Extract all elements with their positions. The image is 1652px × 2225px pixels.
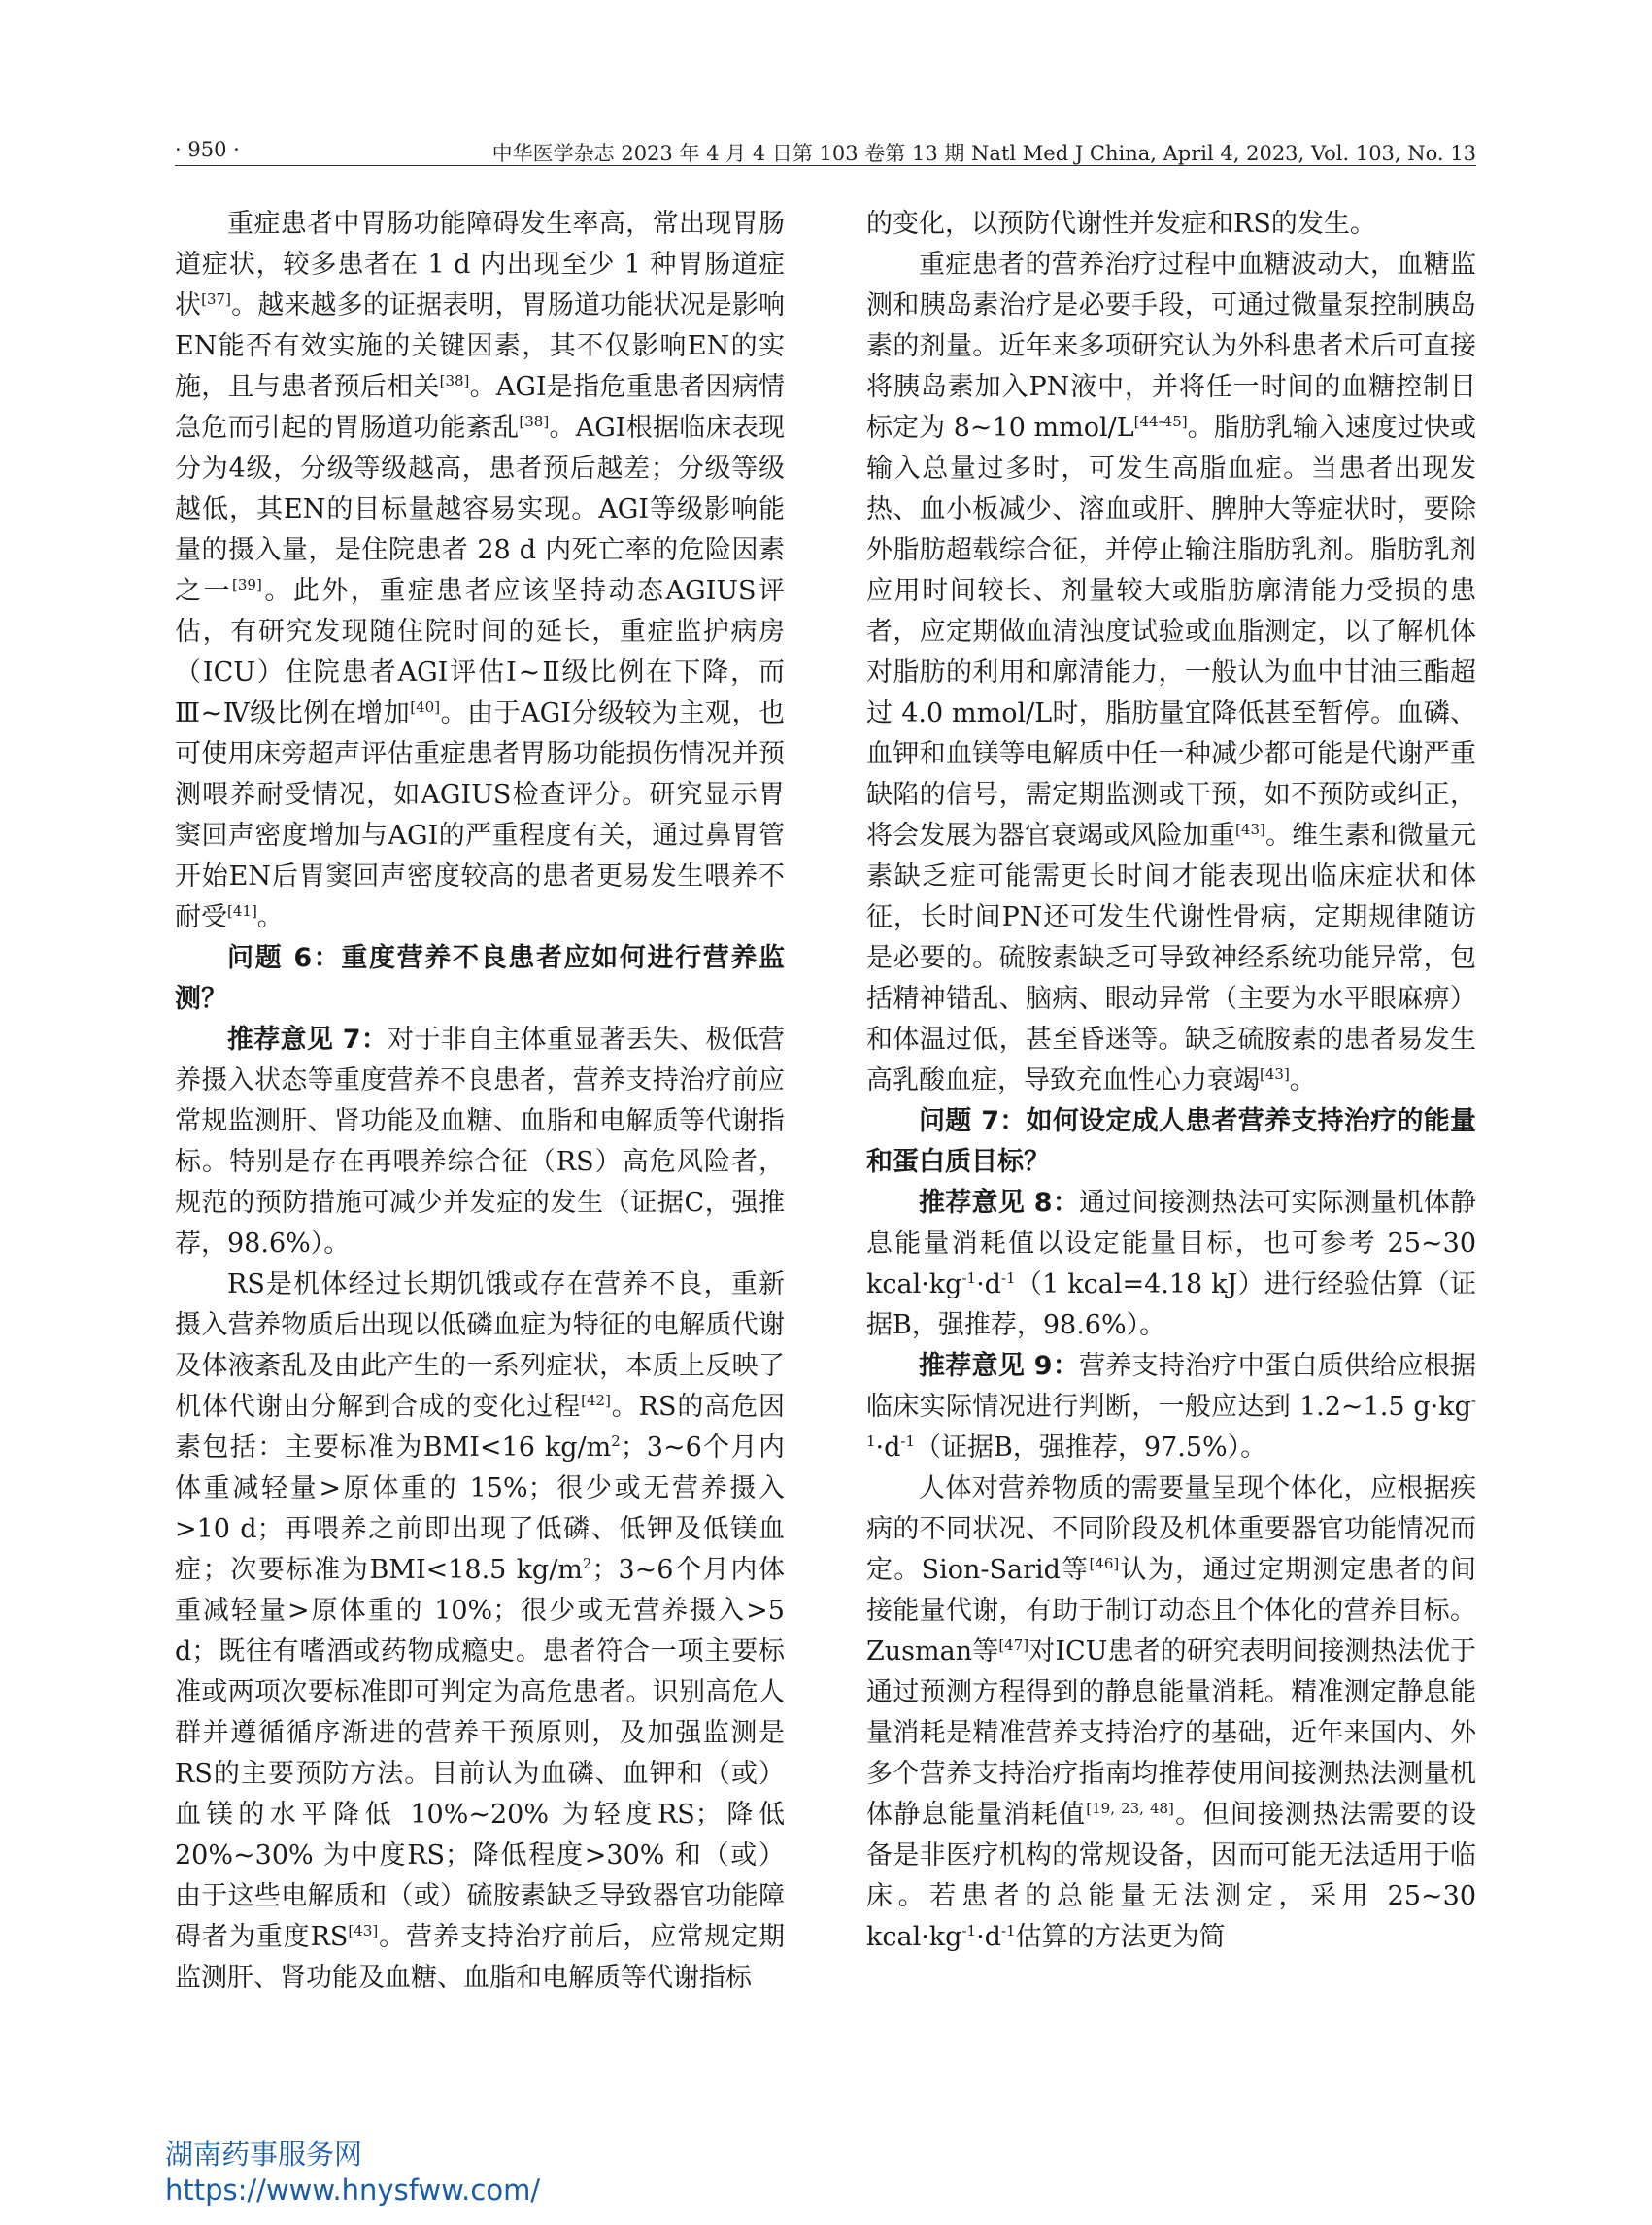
question-7-heading: 问题 7：如何设定成人患者营养支持治疗的能量和蛋白质目标？ bbox=[866, 1106, 1476, 1177]
journal-citation: 中华医学杂志 2023 年 4 月 4 日第 103 卷第 13 期 Natl Med J China, April 4, 2023, Vol. 103, No. 13 bbox=[491, 142, 1476, 165]
paragraph-energy: 人体对营养物质的需要量呈现个体化，应根据疾病的不同状况、不同阶段及机体重要器官功能情况而定。Sion-Sarid等[46]认为，通过定期测定患者的间接能量代谢，有助于制订动态且个体化的营养目标。Zusman等[47]对ICU患者的研究表明间接测热法优于通过预测方程得到的静息能量消耗。精准测定静息能量消耗是精准营养支持治疗的基础，近年来国内、外多个营养支持治疗指南均推荐使用间接测热法测量机体静息能量消耗值[19, 23, 48]。但间接测热法需要的设备是非医疗机构的常规设备，因而可能无法适用于临床。若患者的总能量无法测定，采用 25~30 $kcal\cdot kg^{-1}\cdot d^{-1}$估算的方法更为简 bbox=[866, 1473, 1477, 1952]
right-column bbox=[866, 204, 1476, 1958]
recommendation-8-label: 推荐意见 8： bbox=[919, 1188, 1080, 1218]
recommendation-9: 推荐意见 9：营养支持治疗中蛋白质供给应根据临床实际情况进行判断，一般应达到 1.2~1.5 $g\cdot kg^{-1}\cdot d^{-1}$（证据B，强推荐，97.5%）。 bbox=[866, 1351, 1476, 1463]
paragraph-glucose-lipid: 重症患者的营养治疗过程中血糖波动大，血糖监测和胰岛素治疗是必要手段，可通过微量泵控制胰岛素的剂量。近年来多项研究认为外科患者术后可直接将胰岛素加入PN液中，并将任一时间的血糖控制目标定为 8~10 mmol/L[44-45]。脂肪乳输入速度过快或输入总量过多时，可发生高脂血症。当患者出现发热、血小板减少、溶血或肝、脾肿大等症状时，要除外脂肪超载综合征，并停止输注脂肪乳剂。脂肪乳剂应用时间较长、剂量较大或脂肪廓清能力受损的患者，应定期做血清浊度试验或血脂测定，以了解机体对脂肪的利用和廓清能力，一般认为血中甘油三酯超过 4.0 mmol/L时，脂肪量宜降低甚至暂停。血磷、血钾和血镁等电解质中任一种减少都可能是代谢严重缺陷的信号，需定期监测或干预，如不预防或纠正，将会发展为器官衰竭或风险加重[43]。维生素和微量元素缺乏症可能需更长时间才能表现出临床症状和体征，长时间PN还可发生代谢性骨病，定期规律随访是必要的。硫胺素缺乏可导致神经系统功能异常，包括精神错乱、脑病、眼动异常（主要为水平眼麻痹）和体温过低，甚至昏迷等。缺乏硫胺素的患者易发生高乳酸血症，导致充血性心力衰竭[43]。 bbox=[866, 250, 1477, 1096]
page-number: · 950 · bbox=[175, 138, 240, 161]
recommendation-7-label: 推荐意见 7： bbox=[227, 1025, 388, 1055]
watermark-footer bbox=[165, 2137, 845, 2208]
paragraph-agi: 重症患者中胃肠功能障碍发生率高，常出现胃肠道症状，较多患者在 1 d 内出现至少 1 种胃肠道症状[37]。越来越多的证据表明，胃肠道功能状况是影响EN能否有效实施的关键因素，其不仅影响EN的实施，且与患者预后相关[38]。AGI是指危重患者因病情急危而引起的胃肠道功能紊乱[38]。AGI根据临床表现分为4级，分级等级越高，患者预后越差；分级等级越低，其EN的目标量越容易实现。AGI等级影响能量的摄入量，是住院患者 28 d 内死亡率的危险因素之一[39]。此外，重症患者应该坚持动态AGIUS评估，有研究发现随住院时间的延长，重症监护病房（ICU）住院患者AGI评估Ⅰ~Ⅱ级比例在下降，而Ⅲ~Ⅳ级比例在增加[40]。由于AGI分级较为主观，也可使用床旁超声评估重症患者胃肠功能损伤情况并预测喂养耐受情况，如AGIUS检查评分。研究显示胃窦回声密度增加与AGI的严重程度有关，通过鼻胃管开始EN后胃窦回声密度较高的患者更易发生喂养不耐受[41]。 bbox=[175, 209, 786, 932]
recommendation-8: 推荐意见 8：通过间接测热法可实际测量机体静息能量消耗值以设定能量目标，也可参考 25~30 $kcal\cdot kg^{-1}\cdot d^{-1}(1$ kcal=4.18 kJ）进行经验估算（证据B，强推荐，98.6%）。 bbox=[866, 1188, 1476, 1340]
paragraph-rs: RS是机体经过长期饥饿或存在营养不良，重新摄入营养物质后出现以低磷血症为特征的电解质代谢及体液紊乱及由此产生的一系列症状，本质上反映了机体代谢由分解到合成的变化过程[42]。RS的高危因素包括：主要标准为BMI<16 $kg/m^2$；3~6个月内体重减轻量>原体重的 15%；很少或无营养摄入>10 d；再喂养之前即出现了低磷、低钾及低镁血症；次要标准为BMI<18.5 $kg/m^2$；3~6个月内体重减轻量>原体重的 10%；很少或无营养摄入>5 d；既往有嗜酒或药物成瘾史。患者符合一项主要标准或两项次要标准即可判定为高危患者。识别高危人群并遵循循序渐进的营养干预原则，及加强监测是RS的主要预防方法。目前认为血磷、血钾和（或）血镁的水平降低 10%~20% 为轻度RS；降低 20%~30% 为中度RS；降低程度>30% 和（或）由于这些电解质和（或）硫胺素缺乏导致器官功能障碍者为重度RS[43]。营养支持治疗前后，应常规定期监测肝、肾功能及血糖、血脂和电解质等代谢指标 bbox=[175, 1269, 785, 1993]
recommendation-7: 推荐意见 7：对于非自主体重显著丢失、极低营养摄入状态等重度营养不良患者，营养支持治疗前应常规监测肝、肾功能及血糖、血脂和电解质等代谢指标。特别是存在再喂养综合征（RS）高危风险者，规范的预防措施可减少并发症的发生（证据C，强推荐，98.6%）。 bbox=[175, 1025, 785, 1259]
question-6-heading: 问题 6：重度营养不良患者应如何进行营养监测？ bbox=[175, 943, 785, 1014]
header-rule bbox=[175, 165, 1476, 166]
watermark-url[interactable]: https://www.hnysfww.com/ bbox=[165, 2174, 541, 2207]
paragraph-continuation: 的变化，以预防代谢性并发症和RS的发生。 bbox=[866, 209, 1376, 239]
recommendation-9-label: 推荐意见 9： bbox=[919, 1351, 1080, 1381]
running-header bbox=[175, 134, 1476, 169]
watermark-site-name: 湖南药事服务网 bbox=[165, 2138, 363, 2171]
left-column bbox=[175, 204, 785, 1999]
